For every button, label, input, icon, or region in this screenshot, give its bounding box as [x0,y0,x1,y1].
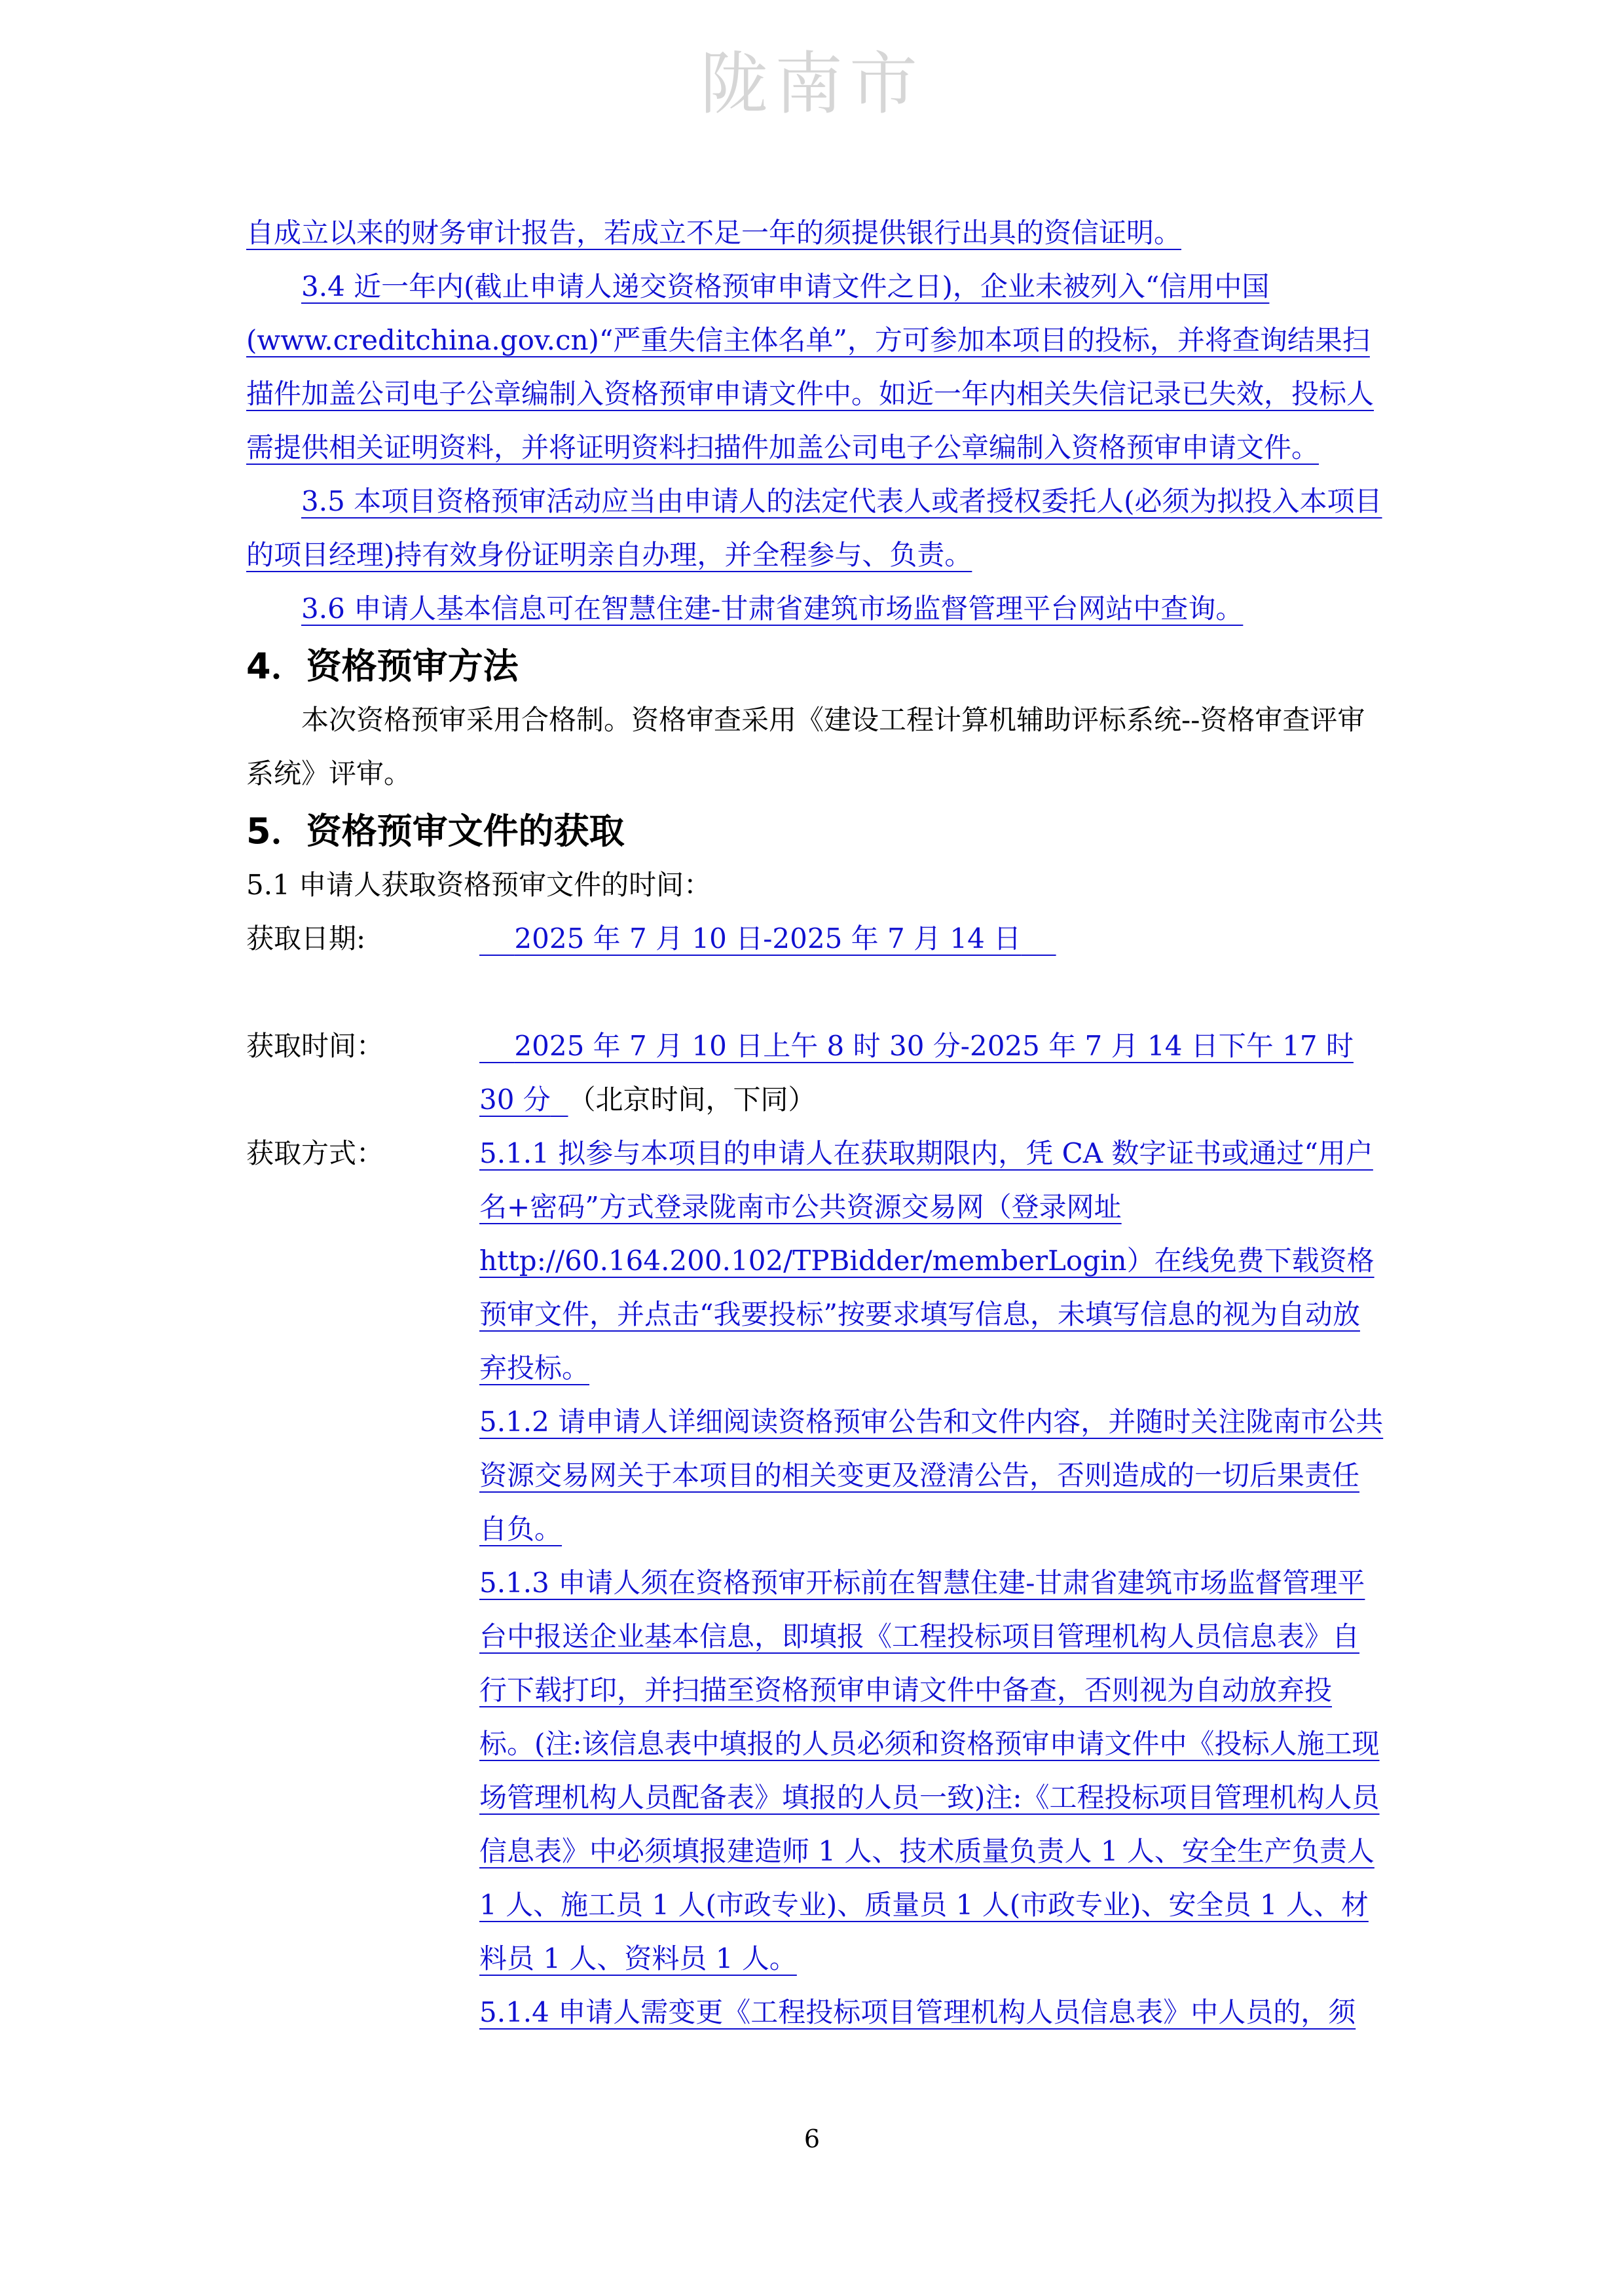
date-row [246,912,1386,966]
method-5-1-2: 5.1.2 请申请人详细阅读资格预审公告和文件内容，并随时关注陇南市公共资源交易网关于本项目的相关变更及澄清公告，否则造成的一切后果责任自负。 [479,1406,1384,1545]
time-label: 获取时间： [246,1030,384,1062]
section-4-heading: 4．资格预审方法 [246,646,519,687]
method-row [246,1127,1386,1395]
date-value-wrap [479,912,1386,966]
paragraph-3-6: 3.6 申请人基本信息可在智慧住建-甘肃省建筑市场监督管理平台网站中查询。 [301,592,1244,625]
method-5-1-3: 5.1.3 申请人须在资格预审开标前在智慧住建-甘肃省建筑市场监督管理平台中报送企业基本信息，即填报《工程投标项目管理机构人员信息表》自行下载打印，并扫描至资格预审申请文件中备查，否则视为自动放弃投标。(注:该信息表中填报的人员必须和资格预审申请文件中《投标人施工现场管理机构人员配备表》填报的人员一致)注:《工程投标项目管理机构人员信息表》中必须填报建造师 1 人、技术质量负责人 1 人、安全生产负责人 1 人、施工员 1 人(市政专业)、质量员 1 人(市政专业)、安全员 1 人、材料员 1 人、资料员 1 人。 [479,1567,1380,1975]
page-number: 6 [803,2124,821,2153]
paragraph-audit-report: 自成立以来的财务审计报告，若成立不足一年的须提供银行出具的资信证明。 [246,217,1182,249]
time-value-text: 2025 年 7 月 10 日上午 8 时 30 分-2025 年 7 月 14 日下午 17 时 30 分 [479,1030,1354,1116]
time-row [246,1019,1386,1127]
date-label: 获取日期: [246,922,366,955]
paragraph-3-5: 3.5 本项目资格预审活动应当由申请人的法定代表人或者授权委托人(必须为拟投入本项目的项目经理)持有效身份证明亲自办理，并全程参与、负责。 [246,485,1382,571]
date-value-text: 2025 年 7 月 10 日-2025 年 7 月 14 日 [514,922,1022,955]
time-value-wrap [479,1019,1386,1127]
document-body [246,206,1386,2039]
time-suffix: （北京时间，下同） [568,1084,816,1116]
method-5-1-1: 5.1.1 拟参与本项目的申请人在获取期限内，凭 CA 数字证书或通过“用户名+密码”方式登录陇南市公共资源交易网（登录网址 http://60.164.200.102/TPBidder/memberLogin）在线免费下载资格预审文件，并点击“我要投标”按要求填写信息，未填写信息的视为自动放弃投标。 [479,1137,1375,1384]
section-4-body: 本次资格预审采用合格制。资格审查采用《建设工程计算机辅助评标系统--资格审查评审系统》评审。 [246,704,1365,790]
spacer [246,966,1386,1019]
watermark: 陇南市 [699,44,924,124]
paragraph-3-4: 3.4 近一年内(截止申请人递交资格预审申请文件之日)，企业未被列入“信用中国(www.creditchina.gov.cn)“严重失信主体名单”，方可参加本项目的投标，并将查询结果扫描件加盖公司电子公章编制入资格预审申请文件中。如近一年内相关失信记录已失效，投标人需提供相关证明资料，并将证明资料扫描件加盖公司电子公章编制入资格预审申请文件。 [246,270,1375,464]
section-5-heading: 5．资格预审文件的获取 [246,811,625,852]
method-5-1-4: 5.1.4 申请人需变更《工程投标项目管理机构人员信息表》中人员的，须 [479,1996,1356,2028]
date-value [479,922,1056,955]
section-5-1: 5.1 申请人获取资格预审文件的时间： [246,869,712,901]
method-label: 获取方式： [246,1137,384,1169]
